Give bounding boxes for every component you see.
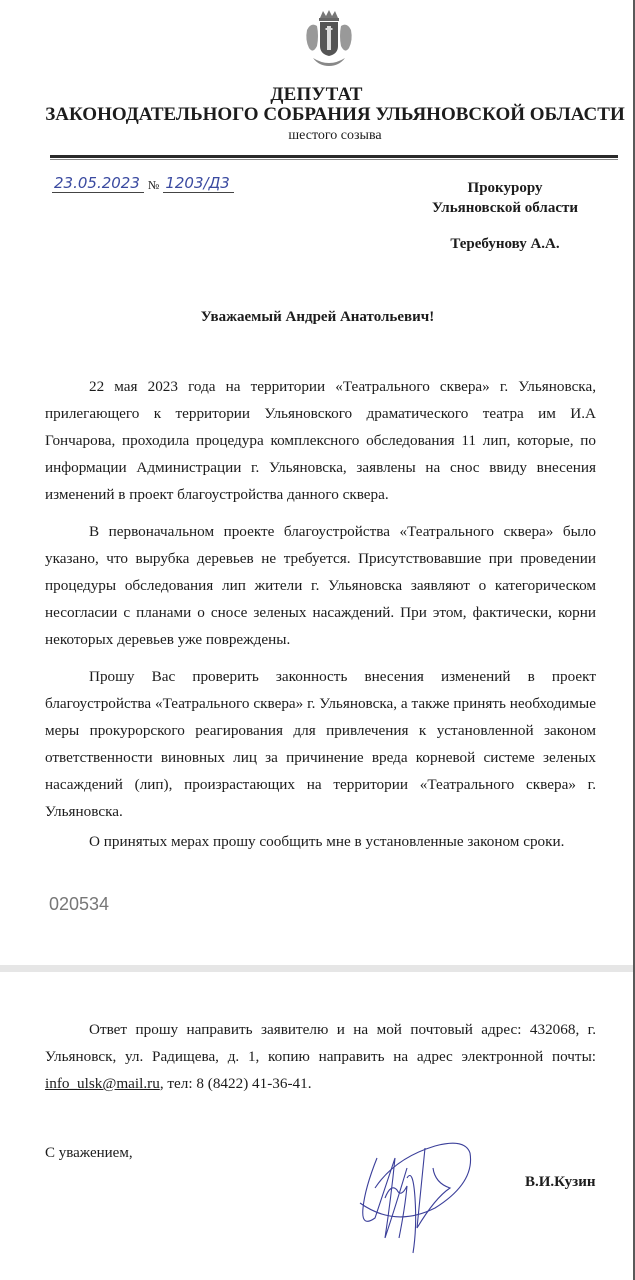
body-paragraph: О принятых мерах прошу сообщить мне в установленные законом сроки. [89, 833, 565, 850]
body-paragraph: 22 мая 2023 года на территории «Театрального сквера» г. Ульяновска, прилегающего к территории Ульяновского драматического театра им И.А Гончарова, проходила процедура комплексного обследования 11 лип, которые, по информации Администрации г. Ульяновска, заявлены на снос ввиду внесения изменений в проект благоустройства данного сквера. [45, 378, 596, 503]
addressee-line1: Прокурору [467, 180, 543, 196]
number-sign: № [147, 178, 160, 192]
signature-icon [355, 1128, 505, 1258]
letterhead-convocation: шестого созыва [288, 128, 382, 143]
letterhead-title: ДЕПУТАТ [270, 84, 363, 105]
body-paragraph: Прошу Вас проверить законность внесения изменений в проект благоустройства «Театрального сквера» г. Ульяновска, а также принять необходимые меры прокурорского реагирования для привлечения к установленной законом ответственности виновных лиц за причинение вреда корневой системе зеленых насаждений (лип), произрастающих на территории «Театрального сквера» г. Ульяновска. [45, 668, 596, 820]
reply-paragraph [45, 1016, 596, 1097]
signer-name: В.И.Кузин [525, 1174, 596, 1190]
email-link[interactable]: info_ulsk@mail.ru [45, 1075, 160, 1092]
registration-number: 1203/Д3 [163, 174, 234, 193]
letterhead-rule-thin [50, 159, 618, 160]
addressee-name: Теребунову А.А. [450, 236, 560, 252]
addressee-line2: Ульяновской области [431, 200, 579, 216]
registration-date: 23.05.2023 [52, 174, 144, 193]
document-code: 020534 [49, 894, 110, 914]
reply-text: Ответ прошу направить заявителю и на мой почтовый адрес: 432068, г. Ульяновск, ул. Радищева, д. 1, копию направить на адрес электронной почты: [45, 1021, 596, 1065]
closing: С уважением, [45, 1145, 133, 1161]
page-break-separator [0, 965, 633, 972]
letterhead-subtitle: ЗАКОНОДАТЕЛЬНОГО СОБРАНИЯ УЛЬЯНОВСКОЙ ОБЛАСТИ [45, 104, 625, 125]
letterhead-rule [50, 155, 618, 158]
salutation: Уважаемый Андрей Анатольевич! [200, 309, 435, 325]
registration-line [52, 174, 234, 193]
reply-phone: , тел: 8 (8422) 41-36-41. [159, 1075, 312, 1092]
addressee-position [410, 178, 600, 218]
body-paragraph: В первоначальном проекте благоустройства «Театрального сквера» было указано, что вырубка деревьев не требуется. Присутствовавшие при проведении процедуры обследования лип жители г. Ульяновска заявляют о категорическом несогласии с планами о сносе зеленых насаждений. При этом, фактически, корни некоторых деревьев уже повреждены. [45, 523, 596, 648]
coat-of-arms-icon [303, 8, 355, 72]
